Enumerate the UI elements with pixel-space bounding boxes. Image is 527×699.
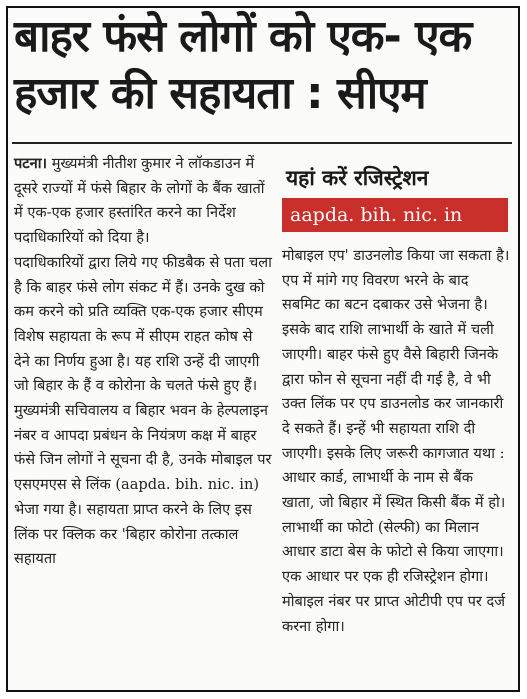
dateline: पटना। [14,155,48,172]
article-paragraph [14,152,272,251]
article-right-column [282,244,510,639]
headline-line-1: बाहर फंसे लोगों को एक- एक [14,11,472,62]
registration-box [282,158,508,236]
article-paragraph: मोबाइल एप' डाउनलोड किया जा सकता है। एप में मांगे गए विवरण भरने के बाद सबमिट का बटन दबाकर उसे भेजना है। इसके बाद राशि लाभार्थी के खाते में चली जाएगी। बाहर फंसे हुए वैसे बिहारी जिनके द्वारा फोन से सूचना नहीं दी गई है, वे भी उक्त लिंक पर एप डाउनलोड कर जानकारी दे सकते हैं। इन्हें भी सहायता राशि दी जाएगी। इसके लिए जरूरी कागजात यथा : आधार कार्ड, लाभार्थी के नाम से बैंक खाता, जो बिहार में स्थित किसी बैंक में हो। लाभार्थी का फोटो (सेल्फी) का मिलान आधार डाटा बेस के फोटो से किया जाएगा। एक आधार पर एक ही रजिस्ट्रेशन होगा। मोबाइल नंबर पर प्राप्त ओटीपी एप पर दर्ज करना होगा। [282,247,510,635]
registration-url[interactable]: aapda. bih. nic. in [282,198,508,232]
article-paragraph: पदाधिकारियों द्वारा लिये गए फीडबैक से पता चला है कि बाहर फंसे लोग संकट में हैं। उनके दुख को कम करने को प्रति व्यक्ति एक-एक हजार सीएम विशेष सहायता के रूप में सीएम राहत कोष से देने का निर्णय हुआ है। यह राशि उन्हें दी जाएगी जो बिहार के हैं व कोरोना के चलते फंसे हुए हैं। मुख्यमंत्री सचिवालय व बिहार भवन के हेल्पलाइन नंबर व आपदा प्रबंधन के नियंत्रण कक्ष में बाहर फंसे जिन लोगों ने सूचना दी है, उनके मोबाइल पर एसएमएस से लिंक (aapda. bih. nic. in) भेजा गया है। सहायता प्राप्त करने के लिए इस लिंक पर क्लिक कर 'बिहार कोरोना तत्काल सहायता [14,253,272,568]
registration-box-title: यहां करें रजिस्ट्रेशन [286,166,429,190]
article-text: मुख्यमंत्री नीतीश कुमार ने लॉकडाउन में दूसरे राज्यों में फंसे बिहार के लोगों के बैंक खातों में एक-एक हजार हस्तांरित करने का निर्देश पदाधिकारियों को दिया है। [14,155,265,247]
headline [14,8,514,122]
article-left-column [14,152,272,572]
headline-divider [12,142,512,144]
headline-line-2: हजार की सहायता : सीएम [14,68,426,119]
